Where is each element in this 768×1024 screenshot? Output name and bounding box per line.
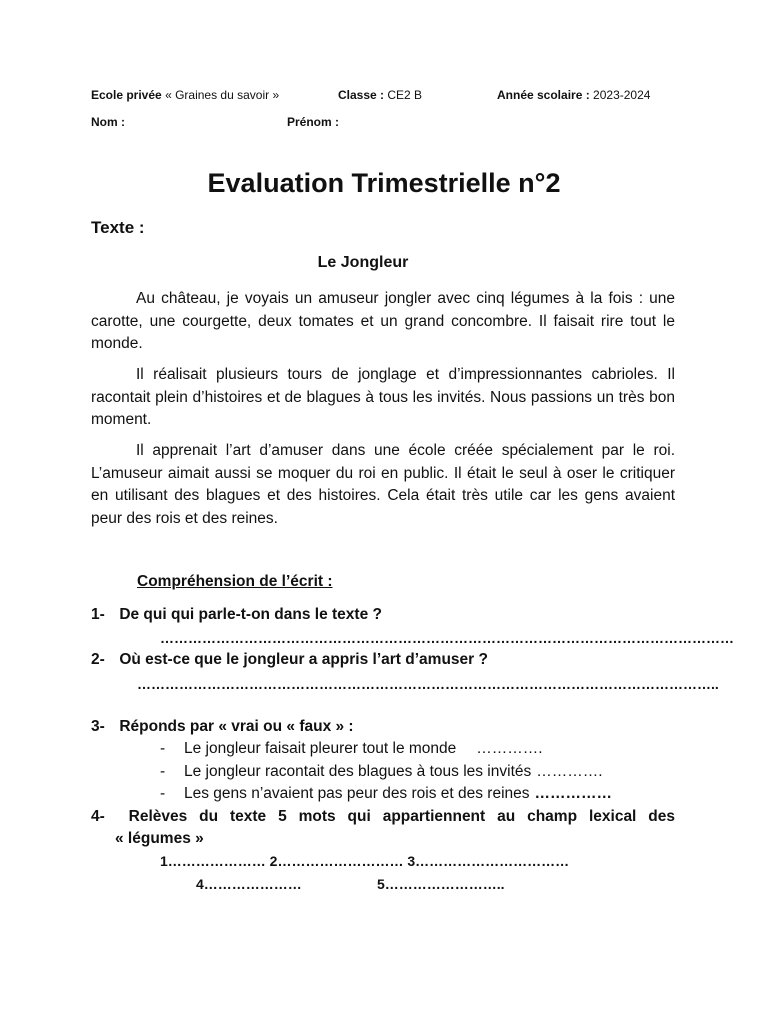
question-4-number: 4- — [91, 808, 105, 825]
year-value: 2023-2024 — [593, 88, 651, 102]
question-4 — [91, 806, 675, 850]
year-info — [497, 88, 650, 102]
question-1 — [91, 606, 382, 624]
story-title: Le Jongleur — [317, 254, 409, 271]
question-2-number: 2- — [91, 651, 105, 668]
question-4-answers-row-1[interactable]: 1………………… 2……………………… 3…………………………… — [160, 853, 570, 869]
true-false-statement: Le jongleur racontait des blagues à tous les invités — [184, 763, 532, 780]
question-4-answer-4[interactable]: 4………………… — [196, 876, 302, 892]
question-4-text: Relèves du texte 5 mots qui appartiennent au champ lexical des — [128, 808, 675, 825]
comprehension-title: Compréhension de l’écrit : — [137, 573, 333, 590]
true-false-statement: Les gens n’avaient pas peur des rois et des reines — [184, 785, 530, 802]
question-4-answer-5[interactable]: 5…………………….. — [377, 876, 505, 892]
true-false-statement: Le jongleur faisait pleurer tout le monde — [184, 740, 457, 757]
true-false-blank[interactable]: …………… — [534, 785, 613, 802]
question-2-text: Où est-ce que le jongleur a appris l’art d’amuser ? — [119, 651, 488, 668]
nom-label: Nom : — [91, 115, 125, 129]
question-3-text: Réponds par « vrai ou « faux » : — [119, 718, 354, 735]
true-false-item — [160, 763, 603, 781]
school-name: « Graines du savoir » — [165, 88, 280, 102]
school-label: Ecole privée — [91, 88, 162, 102]
class-label: Classe : — [338, 88, 385, 102]
question-1-text: De qui qui parle-t-on dans le texte ? — [119, 606, 382, 623]
school-info — [91, 88, 279, 102]
question-4-line-1 — [91, 806, 675, 828]
bullet-dash: - — [160, 785, 166, 802]
true-false-blank[interactable]: …………. — [536, 763, 603, 780]
class-info — [338, 88, 422, 102]
question-2 — [91, 651, 488, 669]
question-3 — [91, 718, 354, 736]
class-value: CE2 B — [387, 88, 423, 102]
page-title: Evaluation Trimestrielle n°2 — [207, 168, 561, 198]
bullet-dash: - — [160, 763, 166, 780]
question-2-answer-line[interactable]: …………………………………………………………………………………………………………….. — [137, 676, 719, 692]
question-1-number: 1- — [91, 606, 105, 623]
question-4-line-2: « légumes » — [115, 830, 204, 847]
story-paragraph-1: Au château, je voyais un amuseur jongler avec cinq légumes à la fois : une carotte, une courgette, deux tomates et un grand concombre. Il faisait rire tout le monde. — [91, 290, 675, 352]
question-3-number: 3- — [91, 718, 105, 735]
story-paragraph-3: Il apprenait l’art d’amuser dans une école créée spécialement par le roi. L’amuseur aimait aussi se moquer du roi en public. Il était le seul à oser le critiquer en utilisant des blagues et des histoires. Cela était très utile car les gens avaient peur des rois et des reines. — [91, 442, 675, 527]
bullet-dash: - — [160, 740, 166, 757]
story-paragraph-2: Il réalisait plusieurs tours de jonglage et d’impressionnantes cabrioles. Il racontait plein d’histoires et de blagues à tous les invités. Nous passions un très bon moment. — [91, 366, 675, 428]
true-false-item — [160, 785, 612, 803]
texte-label: Texte : — [91, 218, 145, 237]
question-1-answer-line[interactable]: …………………………………………………………………………………………………………… — [160, 630, 734, 646]
true-false-blank[interactable]: …………. — [476, 740, 543, 757]
true-false-item — [160, 740, 543, 758]
year-label: Année scolaire : — [497, 88, 590, 102]
prenom-label: Prénom : — [287, 115, 340, 129]
